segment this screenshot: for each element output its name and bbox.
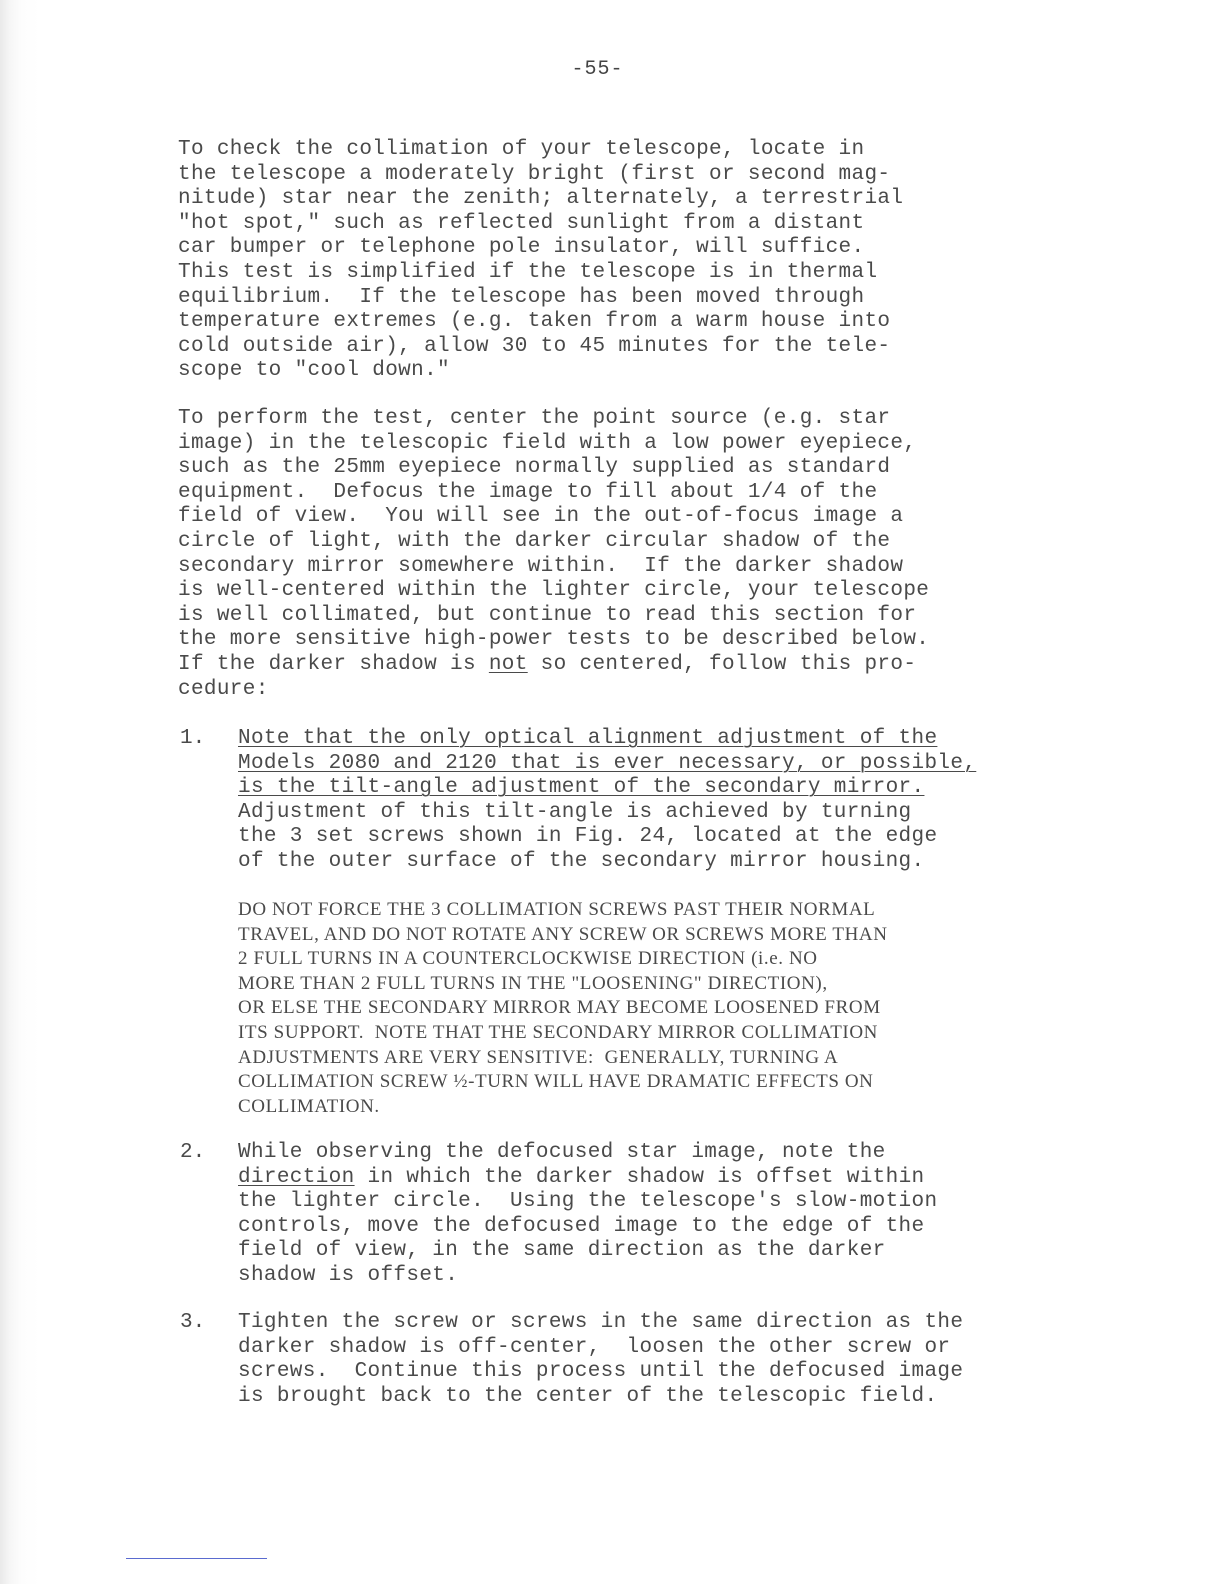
warning-line: 2 FULL TURNS IN A COUNTERCLOCKWISE DIRECTION (i.e. NO (238, 948, 818, 970)
text-line: To check the collimation of your telescope, locate in (178, 138, 865, 161)
text-line: darker shadow is off-center, loosen the other screw or (238, 1335, 951, 1359)
step-number: 1. (180, 727, 206, 750)
warning-line: OR ELSE THE SECONDARY MIRROR MAY BECOME LOOSENED FROM (238, 997, 881, 1019)
text-line: Adjustment of this tilt-angle is achieved by turning (238, 800, 912, 824)
text-line: While observing the defocused star image, note the (238, 1141, 886, 1164)
warning-line: ADJUSTMENTS ARE VERY SENSITIVE: GENERALLY, TURNING A (238, 1046, 839, 1068)
emphasis-not: not (488, 653, 528, 676)
text-line: the more sensitive high-power tests to be described below. (178, 628, 930, 652)
text-line: This test is simplified if the telescope is in thermal (178, 261, 878, 284)
text-line: equilibrium. If the telescope has been moved through (178, 285, 865, 309)
step-number: 2. (180, 1141, 206, 1164)
text-line: temperature extremes (e.g. taken from a warm house into (178, 310, 891, 334)
text-line: cedure: (178, 677, 269, 701)
text-line: Tighten the screw or screws in the same direction as the (238, 1311, 964, 1334)
text-line: equipment. Defocus the image to fill about 1/4 of the (178, 480, 878, 504)
text-line: such as the 25mm eyepiece normally supplied as standard (178, 456, 891, 480)
important-note-line: Note that the only optical alignment adjustment of the (238, 727, 938, 750)
text-line: of the outer surface of the secondary mirror housing. (238, 850, 925, 873)
text-span: in which the darker shadow is offset within (354, 1165, 925, 1189)
text-line: controls, move the defocused image to the edge of the (238, 1214, 925, 1238)
warning-line: ITS SUPPORT. NOTE THAT THE SECONDARY MIRROR COLLIMATION (238, 1022, 878, 1043)
text-span: so centered, follow this pro- (527, 653, 917, 676)
text-line: the telescope a moderately bright (first or second mag- (178, 162, 891, 186)
text-line: nitude) star near the zenith; alternately, a terrestrial (178, 187, 904, 211)
text-line: field of view, in the same direction as the darker (238, 1239, 886, 1263)
warning-line: TRAVEL, AND DO NOT ROTATE ANY SCREW OR SCREWS MORE THAN (238, 923, 888, 945)
text-line: the lighter circle. Using the telescope's slow-motion (238, 1190, 938, 1214)
footer-rule (126, 1558, 267, 1559)
text-line: is brought back to the center of the telescopic field. (238, 1384, 938, 1408)
step-number: 3. (180, 1311, 206, 1334)
text-line: car bumper or telephone pole insulator, will suffice. (178, 236, 865, 260)
text-line: is well-centered within the lighter circle, your telescope (178, 579, 930, 603)
page-number: -55- (571, 58, 624, 81)
text-line: "hot spot," such as reflected sunlight from a distant (178, 211, 865, 235)
important-note-line: is the tilt-angle adjustment of the secondary mirror. (238, 776, 925, 800)
text-line: shadow is offset. (238, 1264, 459, 1287)
text-line: screws. Continue this process until the defocused image (238, 1360, 964, 1384)
text-line: circle of light, with the darker circular shadow of the (178, 530, 891, 553)
text-line: scope to "cool down." (178, 359, 450, 383)
text-line: image) in the telescopic field with a low power eyepiece, (178, 431, 917, 455)
text-line: secondary mirror somewhere within. If the darker shadow (178, 554, 904, 578)
text-line: To perform the test, center the point source (e.g. star (178, 407, 891, 430)
text-span: If the darker shadow is (178, 653, 489, 676)
text-line (238, 1166, 924, 1191)
warning-line: COLLIMATION. (238, 1095, 380, 1117)
warning-line: COLLIMATION SCREW ½-TURN WILL HAVE DRAMATIC EFFECTS ON (238, 1071, 874, 1093)
warning-line: MORE THAN 2 FULL TURNS IN THE "LOOSENING" DIRECTION), (238, 972, 828, 994)
text-line (178, 653, 916, 678)
warning-line: DO NOT FORCE THE 3 COLLIMATION SCREWS PAST THEIR NORMAL (238, 899, 876, 920)
text-line: field of view. You will see in the out-of-focus image a (178, 505, 904, 529)
important-note-line: Models 2080 and 2120 that is ever necessary, or possible, (238, 751, 977, 775)
text-line: the 3 set screws shown in Fig. 24, located at the edge (238, 825, 938, 849)
emphasis-direction: direction (238, 1165, 355, 1189)
text-line: cold outside air), allow 30 to 45 minutes for the tele- (178, 334, 891, 358)
text-line: is well collimated, but continue to read this section for (178, 603, 917, 627)
